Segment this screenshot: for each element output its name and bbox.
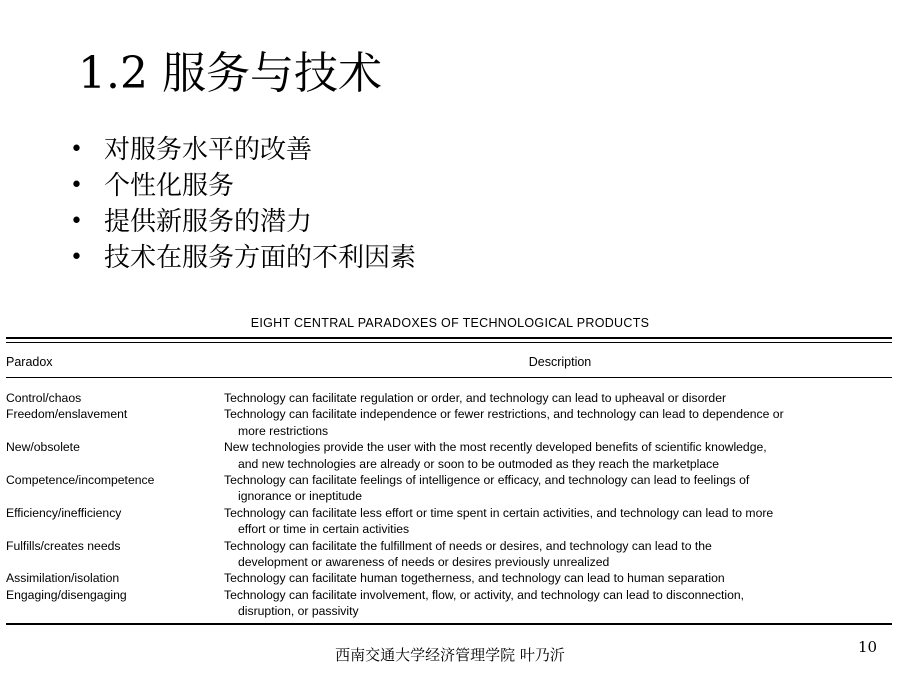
page-number: 10 bbox=[858, 638, 878, 656]
table-title: EIGHT CENTRAL PARADOXES OF TECHNOLOGICAL PRODUCTS bbox=[250, 316, 650, 330]
table-row bbox=[6, 587, 894, 620]
bullet-text: 对服务水平的改善 bbox=[104, 135, 313, 165]
description-cell: Technology can facilitate less effort or time spent in certain activities, and technology can lead to more effort or time in certain activities bbox=[224, 505, 774, 537]
paradox-cell: Fulfills/creates needs bbox=[6, 538, 121, 553]
paradox-cell: Freedom/enslavement bbox=[6, 407, 128, 422]
paradox-cell: Competence/incompetence bbox=[6, 473, 155, 488]
paradox-cell: Engaging/disengaging bbox=[6, 587, 127, 602]
bullet-dot-icon: • bbox=[70, 173, 83, 198]
slide-title: 1.2 服务与技术 bbox=[78, 48, 382, 99]
table-row bbox=[6, 406, 894, 439]
bullet-text: 个性化服务 bbox=[104, 171, 235, 201]
table-row bbox=[6, 538, 894, 571]
table-top-rule bbox=[6, 337, 892, 339]
table-row bbox=[6, 505, 894, 538]
description-cell: Technology can facilitate the fulfillment of needs or desires, and technology can lead to the development or awareness of needs or desires previously unrealized bbox=[224, 538, 712, 570]
table-row bbox=[6, 472, 894, 505]
paradox-cell: Assimilation/isolation bbox=[6, 571, 120, 586]
description-cell: Technology can facilitate independence or fewer restrictions, and technology can lead to dependence or more restrictions bbox=[224, 407, 784, 438]
paradox-cell: New/obsolete bbox=[6, 440, 80, 455]
footer-text: 西南交通大学经济管理学院 叶乃沂 bbox=[335, 646, 565, 664]
bullet-text: 提供新服务的潜力 bbox=[104, 207, 313, 237]
bullet-list bbox=[70, 132, 416, 276]
bullet-text: 技术在服务方面的不利因素 bbox=[104, 243, 417, 273]
description-cell: Technology can facilitate feelings of intelligence or efficacy, and technology can lead to feelings of ignorance or ineptitude bbox=[224, 473, 750, 504]
bullet-dot-icon: • bbox=[70, 245, 83, 270]
bullet-item bbox=[70, 132, 416, 168]
bullet-item bbox=[70, 168, 416, 204]
table-top-rule-thin bbox=[6, 342, 892, 343]
table-header-rule bbox=[6, 377, 892, 378]
paradox-cell: Control/chaos bbox=[6, 391, 82, 405]
description-cell: New technologies provide the user with the most recently developed benefits of scientific knowledge, and new technologies are already or soon to be outmoded as they reach the marketplace bbox=[224, 440, 767, 471]
bullet-dot-icon: • bbox=[70, 137, 83, 162]
table-body bbox=[6, 390, 894, 620]
table-row bbox=[6, 439, 894, 472]
paradox-cell: Efficiency/inefficiency bbox=[6, 505, 122, 520]
bullet-item bbox=[70, 240, 416, 276]
description-cell: Technology can facilitate human togetherness, and technology can lead to human separation bbox=[224, 571, 725, 586]
table-bottom-rule bbox=[6, 623, 892, 625]
column-header-paradox: Paradox bbox=[6, 355, 53, 369]
description-cell: Technology can facilitate involvement, flow, or activity, and technology can lead to disconnection, disruption, or passivity bbox=[224, 587, 745, 619]
column-header-description: Description bbox=[528, 355, 592, 369]
table-row bbox=[6, 570, 894, 586]
bullet-dot-icon: • bbox=[70, 209, 83, 234]
bullet-item bbox=[70, 204, 416, 240]
description-cell: Technology can facilitate regulation or order, and technology can lead to upheaval or disorder bbox=[224, 391, 727, 405]
table-row bbox=[6, 390, 894, 406]
